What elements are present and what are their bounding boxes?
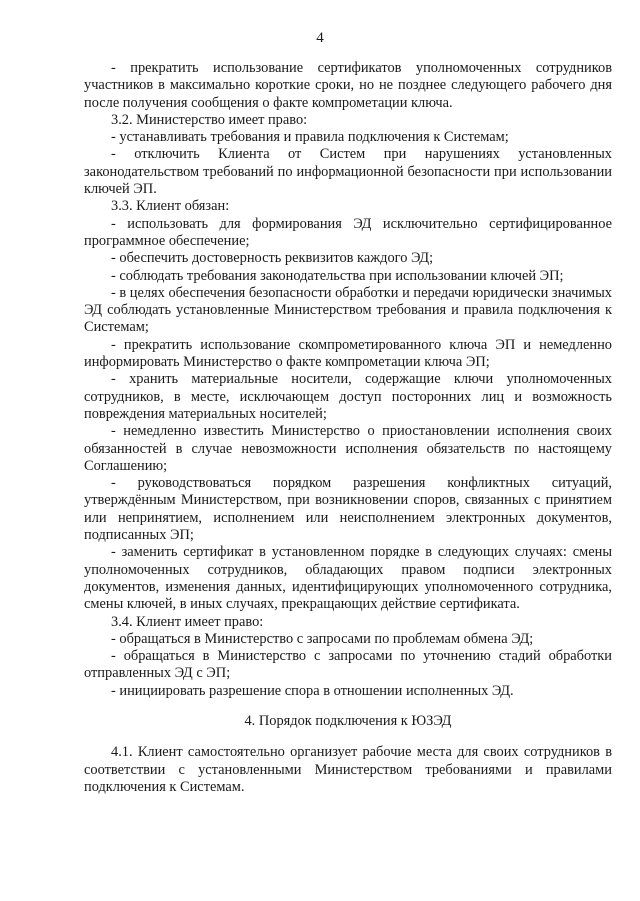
document-body	[84, 60, 612, 796]
list-item: - соблюдать требования законодательства при использовании ключей ЭП;	[111, 267, 564, 284]
clause-4-1-paragraph: 4.1. Клиент самостоятельно организует рабочие места для своих сотрудников в соответствии с установленными Министерством требованиями и правилами подключения к Системам.	[84, 744, 612, 795]
list-item: - заменить сертификат в установленном порядке в следующих случаях: смены уполномоченных сотрудников, обладающих правом подписи электронных документов, изменения данных, идентифицирующих уполномоченного сотрудника, смены ключей, в иных случаях, прекращающих действие сертификата.	[84, 544, 612, 613]
list-item: - обеспечить достоверность реквизитов каждого ЭД;	[111, 250, 434, 267]
list-item: - руководствоваться порядком разрешения конфликтных ситуаций, утверждённым Министерством, при возникновении споров, связанных с принятием или непринятием, исполнением или неисполнением электронных документов, подписанных ЭП;	[84, 475, 612, 544]
paragraph-revoke-certificates: - прекратить использование сертификатов уполномоченных сотрудников участников в максимально короткие сроки, но не позднее следующего рабочего дня после получения сообщения о факте компрометации ключа.	[84, 60, 612, 111]
section-4-heading: 4. Порядок подключения к ЮЗЭД	[244, 712, 452, 729]
list-item: - в целях обеспечения безопасности обработки и передачи юридически значимых ЭД соблюдать установленные Министерством требования и правила подключения к Системам;	[84, 284, 612, 336]
list-item: - хранить материальные носители, содержащие ключи уполномоченных сотрудников, в месте, исключающем доступ посторонних лиц и возможность повреждения материальных носителей;	[84, 371, 612, 422]
page-number: 4	[316, 30, 324, 46]
list-item: - устанавливать требования и правила подключения к Системам;	[111, 129, 509, 146]
clause-3-3-heading: 3.3. Клиент обязан:	[111, 198, 230, 215]
list-item: - отключить Клиента от Систем при нарушениях установленных законодательством требований по информационной безопасности при использовании ключей ЭП.	[84, 146, 612, 198]
clause-3-2-heading: 3.2. Министерство имеет право:	[111, 111, 308, 128]
list-item: - обращаться в Министерство с запросами по проблемам обмена ЭД;	[111, 630, 534, 647]
list-item: - обращаться в Министерство с запросами по уточнению стадий обработки отправленных ЭД с ЭП;	[84, 648, 612, 682]
list-item: - инициировать разрешение спора в отношении исполненных ЭД.	[111, 682, 514, 699]
list-item: - немедленно известить Министерство о приостановлении исполнения своих обязанностей в случае невозможности исполнения обязательств по настоящему Соглашению;	[84, 423, 612, 474]
clause-3-4-heading: 3.4. Клиент имеет право:	[111, 613, 264, 630]
list-item: - прекратить использование скомпрометированного ключа ЭП и немедленно информировать Министерство о факте компрометации ключа ЭП;	[84, 336, 612, 371]
list-item: - использовать для формирования ЭД исключительно сертифицированное программное обеспечение;	[84, 215, 612, 249]
